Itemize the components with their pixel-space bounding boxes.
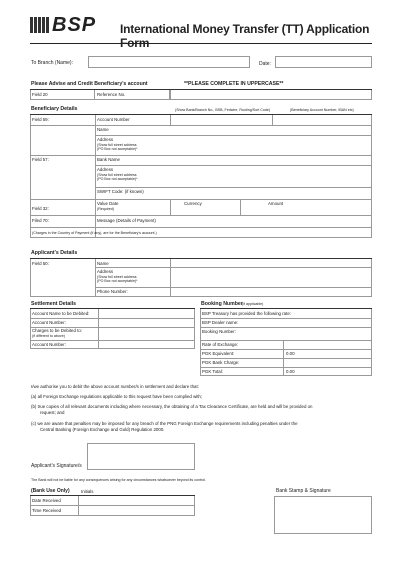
signature-box[interactable] <box>87 443 195 470</box>
swift-input[interactable] <box>171 187 371 199</box>
bank-address-note2: (PO Box not acceptable)* <box>97 177 138 181</box>
logo-text: BSP <box>52 14 97 36</box>
reference-label: Reference No. <box>97 92 126 97</box>
beneficiary-name-label: Name <box>97 127 109 132</box>
pgk-total-value: 0.00 <box>286 369 295 374</box>
advise-credit-heading: Please Advise and Credit Beneficiary's account <box>31 81 148 87</box>
booking-number-input[interactable] <box>252 327 371 340</box>
beneficiary-account-input[interactable] <box>273 115 371 125</box>
applicant-address-note1: (Show full street address <box>97 275 137 279</box>
field57-label: Field 57: <box>32 157 49 162</box>
declaration-b-line2: request; and <box>40 410 65 415</box>
applicant-name-input[interactable] <box>171 259 371 267</box>
beneficiary-address-note2: (PO Box not acceptable)* <box>97 147 138 151</box>
booking-row-2: BSP Dealer name: <box>202 320 239 325</box>
booking-row-5: PGK Equivalent: <box>202 351 235 356</box>
charges-account-number-input[interactable] <box>99 340 194 349</box>
bank-name-input[interactable] <box>171 155 371 165</box>
booking-row-4: Rate of Exchange: <box>202 342 239 347</box>
bank-address-label: Address <box>97 167 114 172</box>
beneficiary-address-input[interactable] <box>171 135 371 155</box>
beneficiary-heading: Beneficiary Details <box>31 106 78 112</box>
field20-label: Field 20 <box>32 92 48 97</box>
declaration-b-line1: (b) true copies of all relevant documents including where necessary, the obtaining of a Tax Clearance Certificate, are held and will be provided on <box>31 404 313 409</box>
settlement-row-4: Account Number: <box>32 342 66 347</box>
to-branch-input[interactable] <box>88 56 250 68</box>
settlement-charges-note: (if different to above) <box>32 334 65 338</box>
header-rule <box>30 43 372 44</box>
beneficiary-address-note1: (Show full street address <box>97 143 137 147</box>
debit-account-number-input[interactable] <box>99 318 194 327</box>
beneficiary-address-label: Address <box>97 137 114 142</box>
uppercase-note: **PLEASE COMPLETE IN UPPERCASE** <box>184 81 284 87</box>
phone-input[interactable] <box>171 287 371 297</box>
field32-label: Field 32: <box>32 206 49 211</box>
charges-debited-input[interactable] <box>99 327 194 340</box>
date-received-label: Date Received <box>32 498 61 503</box>
settlement-row-2: Account Number: <box>32 320 66 325</box>
liability-note: The Bank will not be liable for any consequences arising for any circumstances whatsoever beyond its control. <box>31 478 206 482</box>
currency-label: Currency <box>184 201 202 206</box>
applicant-heading: Applicant's Details <box>31 250 78 256</box>
beneficiary-hint-account: (Beneficiary Account Number, IBAN etc) <box>290 108 354 112</box>
reference-input[interactable] <box>170 90 372 100</box>
amount-input[interactable] <box>241 199 371 215</box>
dealer-name-input[interactable] <box>252 318 371 327</box>
bank-stamp-box[interactable] <box>274 496 372 534</box>
booking-row-7: PGK Total: <box>202 369 223 374</box>
beneficiary-hint-bank: (Show Bank/Branch No., BSB, Fedwire, Routing/Sort Code) <box>175 108 271 112</box>
bank-address-input[interactable] <box>171 165 371 187</box>
booking-row-1: BSP Treasury has provided the following rate: <box>202 311 291 316</box>
declaration-a: (a) all Foreign Exchange regulations applicable to this request have been complied with; <box>31 394 203 399</box>
declaration-c-line1: (c) we are aware that penalties may be imposed for any breach of the PNG Foreign Exchange requirements including penalties under the <box>31 421 298 426</box>
date-received-input[interactable] <box>79 496 194 505</box>
charges-note: (Charges in the Country of Payment (if any), are for the Beneficiary's account.) <box>32 231 157 235</box>
settlement-heading: Settlement Details <box>31 301 76 307</box>
applicant-name-label: Name <box>97 261 109 266</box>
initials-label: Initials <box>81 489 94 494</box>
booking-heading-note: (if applicable) <box>242 302 264 306</box>
signature-label: Applicant's Signature/s <box>31 463 82 469</box>
field70-label: Filed 70: <box>32 218 49 223</box>
declaration-intro: I/we authorise you to debit the above account number/s in settlement and declare that: <box>31 384 199 389</box>
pgk-equivalent-value: 0.00 <box>286 351 295 356</box>
date-label: Date: <box>259 61 271 67</box>
declaration-c-line2: Central Banking (Foreign Exchange and Gold) Regulation 2000. <box>40 427 165 432</box>
bsp-logo-icon <box>30 16 50 34</box>
beneficiary-name-input[interactable] <box>171 125 371 135</box>
bank-address-note1: (Show full street address <box>97 173 137 177</box>
value-date-label: Value Date <box>97 201 119 206</box>
applicant-address-note2: (PO Box not acceptable)* <box>97 279 138 283</box>
message-input[interactable] <box>171 215 371 227</box>
value-date-required: (Required) <box>97 207 114 211</box>
message-label: Message (Details of Payment) <box>97 218 156 223</box>
bank-use-heading: (Bank Use Only) <box>31 488 70 494</box>
pgk-bank-charge-input[interactable] <box>284 358 371 367</box>
settlement-row-1: Account Name to be Debited: <box>32 311 90 316</box>
time-received-input[interactable] <box>79 505 194 516</box>
bank-stamp-label: Bank Stamp & Signature <box>276 488 331 494</box>
booking-heading: Booking Number <box>201 301 243 307</box>
rate-of-exchange-input[interactable] <box>284 340 371 349</box>
date-input[interactable] <box>275 56 372 68</box>
settlement-row-3: Charges to be Debited to: <box>32 328 83 333</box>
account-number-label: Account Number <box>97 117 130 122</box>
bsp-logo <box>30 14 97 36</box>
swift-label: SWIFT Code: (if known) <box>97 189 144 194</box>
time-received-label: Time Received <box>32 508 62 513</box>
bank-name-label: Bank Name <box>97 157 120 162</box>
booking-row-3: Booking Number: <box>202 329 236 334</box>
applicant-address-label: Address <box>97 269 114 274</box>
debit-account-name-input[interactable] <box>99 309 194 318</box>
booking-row-6: PGK Bank Charge: <box>202 360 240 365</box>
amount-label: Amount <box>268 201 284 206</box>
to-branch-label: To Branch (Name): <box>31 60 73 66</box>
field59-label: Field 59: <box>32 117 49 122</box>
bank-code-input[interactable] <box>171 115 271 125</box>
field50-label: Field 50: <box>32 261 49 266</box>
phone-label: Phone Number: <box>97 289 128 294</box>
applicant-address-input[interactable] <box>171 267 371 287</box>
form-title: International Money Transfer (TT) Application Form <box>120 22 370 50</box>
